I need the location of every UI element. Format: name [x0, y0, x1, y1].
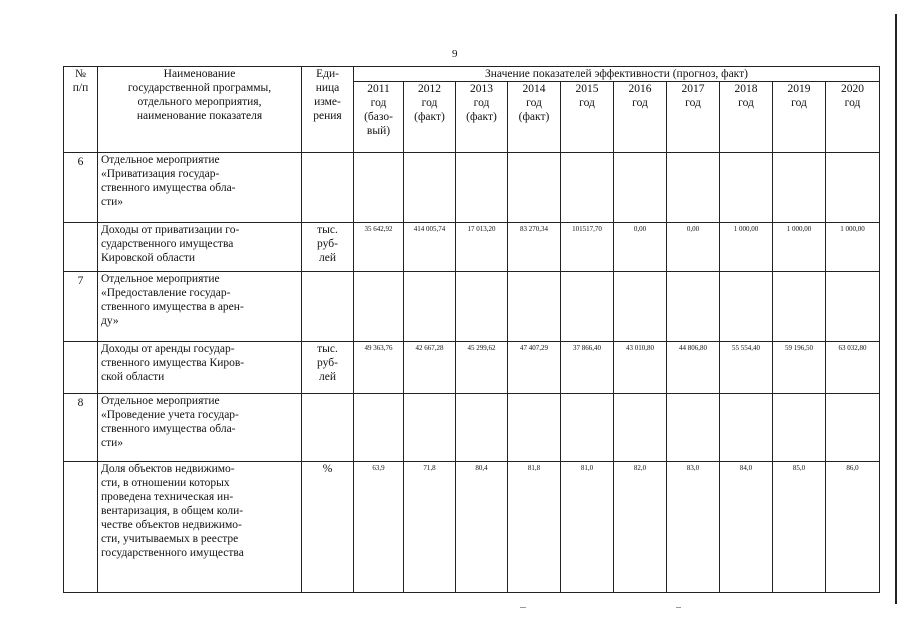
row-name-line: ственного имущества обла- — [101, 182, 236, 194]
value-cell: 59 196,50 — [773, 342, 826, 394]
year-label: 2013 — [470, 83, 493, 95]
year-label: 2018 — [734, 83, 758, 95]
value-cell — [667, 153, 720, 223]
value-cell: 85,0 — [773, 462, 826, 593]
value-cell: 43 010,80 — [614, 342, 667, 394]
row-number: 7 — [77, 275, 84, 287]
year-label: 2015 — [575, 83, 599, 95]
row-name-line: ственного имущества обла- — [101, 423, 236, 435]
row-name-cell — [98, 223, 302, 272]
measure-row — [64, 153, 880, 223]
header-name-line: государственной программы, — [127, 82, 272, 94]
row-unit-cell — [302, 342, 354, 394]
year-sublabel: год — [632, 97, 648, 109]
row-name-line: «Предоставление государ- — [101, 287, 231, 299]
value-cell: 83,0 — [667, 462, 720, 593]
row-name-line: сударственного имущества — [101, 238, 234, 250]
year-header-cell — [614, 82, 667, 153]
value-cell — [614, 272, 667, 342]
value-cell — [720, 394, 773, 462]
row-number-cell — [64, 342, 98, 394]
header-num-label: № — [75, 68, 86, 80]
row-name-cell — [98, 462, 302, 593]
value-cell: 49 363,76 — [354, 342, 404, 394]
row-name-line: Доходы от аренды государ- — [101, 343, 235, 355]
year-label: 2016 — [628, 83, 652, 95]
header-row — [64, 67, 880, 82]
year-sublabel: (базо- — [364, 111, 393, 123]
year-sublabel: год — [526, 97, 542, 109]
value-cell: 1 000,00 — [826, 223, 880, 272]
row-name-line: сти» — [101, 437, 124, 449]
row-unit-cell — [302, 462, 354, 593]
row-name-line: честве объектов недвижимо- — [101, 519, 242, 531]
value-cell — [826, 153, 880, 223]
indicator-row — [64, 462, 880, 593]
measure-row — [64, 394, 880, 462]
year-label: 2014 — [522, 83, 546, 95]
row-number-cell — [64, 223, 98, 272]
value-cell: 81,0 — [561, 462, 614, 593]
value-cell: 37 866,40 — [561, 342, 614, 394]
value-cell: 44 806,80 — [667, 342, 720, 394]
value-cell — [826, 394, 880, 462]
row-unit-cell — [302, 394, 354, 462]
value-cell — [404, 153, 456, 223]
header-unit-line: изме- — [314, 96, 341, 108]
row-name-line: Кировской области — [101, 252, 196, 264]
unit-line: тыс. — [317, 343, 338, 355]
year-header-cell — [826, 82, 880, 153]
row-name-line: ду» — [101, 315, 119, 327]
year-header-cell — [508, 82, 561, 153]
value-cell — [456, 272, 508, 342]
year-sublabel: (факт) — [518, 111, 550, 123]
row-name-line: Доля объектов недвижимо- — [101, 463, 235, 475]
row-name-line: сти» — [101, 196, 124, 208]
row-name-line: сти, в отношении которых — [101, 477, 230, 489]
value-cell — [773, 394, 826, 462]
page-number: 9 — [452, 48, 458, 60]
year-sublabel: год — [685, 97, 701, 109]
row-number-cell — [64, 272, 98, 342]
header-unit-line: ница — [315, 82, 340, 94]
value-cell — [561, 394, 614, 462]
row-name-line: ственного имущества в арен- — [101, 301, 244, 313]
row-name-line: Отдельное мероприятие — [101, 154, 220, 166]
header-num-sub: п/п — [72, 82, 89, 94]
measure-row — [64, 272, 880, 342]
value-cell: 17 013,20 — [456, 223, 508, 272]
row-name-line: Отдельное мероприятие — [101, 395, 220, 407]
value-cell — [614, 153, 667, 223]
scan-artifact — [520, 607, 526, 608]
year-sublabel: вый) — [366, 125, 391, 137]
row-name-line: «Проведение учета государ- — [101, 409, 239, 421]
value-cell: 63,9 — [354, 462, 404, 593]
value-cell — [826, 272, 880, 342]
year-header-cell — [773, 82, 826, 153]
header-values-cell: Значение показателей эффективности (прогноз, факт) — [354, 67, 880, 82]
row-number-cell — [64, 394, 98, 462]
value-cell: 101517,70 — [561, 223, 614, 272]
row-name-line: «Приватизация государ- — [101, 168, 220, 180]
value-cell — [614, 394, 667, 462]
row-number: 8 — [77, 397, 84, 409]
unit-line: % — [322, 463, 333, 475]
year-sublabel: (факт) — [466, 111, 497, 123]
value-cell — [561, 272, 614, 342]
value-cell — [773, 153, 826, 223]
row-name-line: Отдельное мероприятие — [101, 273, 220, 285]
value-cell — [456, 394, 508, 462]
value-cell — [354, 394, 404, 462]
value-cell: 80,4 — [456, 462, 508, 593]
header-name-line: отдельного мероприятия, — [137, 96, 262, 108]
value-cell: 71,8 — [404, 462, 456, 593]
value-cell — [720, 153, 773, 223]
value-cell: 0,00 — [667, 223, 720, 272]
value-cell — [404, 272, 456, 342]
value-cell: 47 407,29 — [508, 342, 561, 394]
year-label: 2011 — [367, 83, 390, 95]
row-name-line: ственного имущества Киров- — [101, 357, 245, 369]
value-cell — [720, 272, 773, 342]
indicator-row — [64, 342, 880, 394]
efficiency-indicators-table — [63, 66, 880, 593]
header-unit-cell — [302, 67, 354, 153]
value-cell: 35 642,92 — [354, 223, 404, 272]
value-cell: 0,00 — [614, 223, 667, 272]
scan-artifact — [676, 607, 681, 608]
value-cell: 82,0 — [614, 462, 667, 593]
row-name-cell — [98, 342, 302, 394]
value-cell: 414 005,74 — [404, 223, 456, 272]
year-header-cell — [720, 82, 773, 153]
value-cell — [354, 153, 404, 223]
indicator-row — [64, 223, 880, 272]
unit-line: лей — [319, 371, 336, 383]
value-cell: 1 000,00 — [773, 223, 826, 272]
row-name-line: вентаризация, в общем коли- — [101, 505, 244, 517]
year-label: 2012 — [418, 83, 441, 95]
row-name-line: государственного имущества — [101, 547, 244, 559]
year-header-cell — [667, 82, 720, 153]
year-sublabel: (факт) — [414, 111, 445, 123]
year-sublabel: год — [844, 97, 861, 109]
year-sublabel: год — [738, 97, 754, 109]
year-sublabel: год — [579, 97, 595, 109]
value-cell — [404, 394, 456, 462]
year-label: 2017 — [681, 83, 705, 95]
unit-line: лей — [319, 252, 336, 264]
row-name-cell — [98, 153, 302, 223]
header-num-cell — [64, 67, 98, 153]
header-unit-line: рения — [313, 110, 342, 122]
value-cell: 42 667,28 — [404, 342, 456, 394]
header-name-cell — [98, 67, 302, 153]
row-number-cell — [64, 153, 98, 223]
value-cell — [667, 394, 720, 462]
year-sublabel: год — [473, 97, 490, 109]
unit-line: руб- — [317, 357, 338, 369]
value-cell: 86,0 — [826, 462, 880, 593]
row-name-line: проведена техническая ин- — [101, 491, 234, 503]
year-header-cell — [354, 82, 404, 153]
year-header-cell — [404, 82, 456, 153]
unit-line: тыс. — [317, 224, 338, 236]
row-unit-cell — [302, 272, 354, 342]
header-name-line: Наименование — [163, 68, 236, 80]
row-number-cell — [64, 462, 98, 593]
year-label: 2019 — [787, 83, 811, 95]
value-cell — [667, 272, 720, 342]
year-sublabel: год — [421, 97, 438, 109]
value-cell: 83 270,34 — [508, 223, 561, 272]
header-name-line: наименование показателя — [136, 110, 263, 122]
row-name-cell — [98, 394, 302, 462]
value-cell — [561, 153, 614, 223]
value-cell — [508, 272, 561, 342]
value-cell: 1 000,00 — [720, 223, 773, 272]
row-unit-cell — [302, 223, 354, 272]
value-cell — [508, 394, 561, 462]
row-name-line: ской области — [101, 371, 165, 383]
row-number: 6 — [77, 156, 84, 168]
value-cell: 45 299,62 — [456, 342, 508, 394]
page-edge-line — [895, 14, 897, 604]
year-sublabel: год — [791, 97, 807, 109]
year-header-cell — [561, 82, 614, 153]
value-cell — [508, 153, 561, 223]
value-cell: 55 554,40 — [720, 342, 773, 394]
value-cell: 63 032,80 — [826, 342, 880, 394]
value-cell — [354, 272, 404, 342]
row-name-line: сти, учитываемых в реестре — [101, 533, 239, 545]
row-name-cell — [98, 272, 302, 342]
value-cell — [456, 153, 508, 223]
unit-line: руб- — [317, 238, 338, 250]
value-cell — [773, 272, 826, 342]
year-label: 2020 — [841, 83, 864, 95]
header-unit-line: Еди- — [316, 68, 339, 80]
value-cell: 81,8 — [508, 462, 561, 593]
row-name-line: Доходы от приватизации го- — [101, 224, 240, 236]
value-cell: 84,0 — [720, 462, 773, 593]
row-unit-cell — [302, 153, 354, 223]
year-sublabel: год — [370, 97, 387, 109]
year-header-cell — [456, 82, 508, 153]
